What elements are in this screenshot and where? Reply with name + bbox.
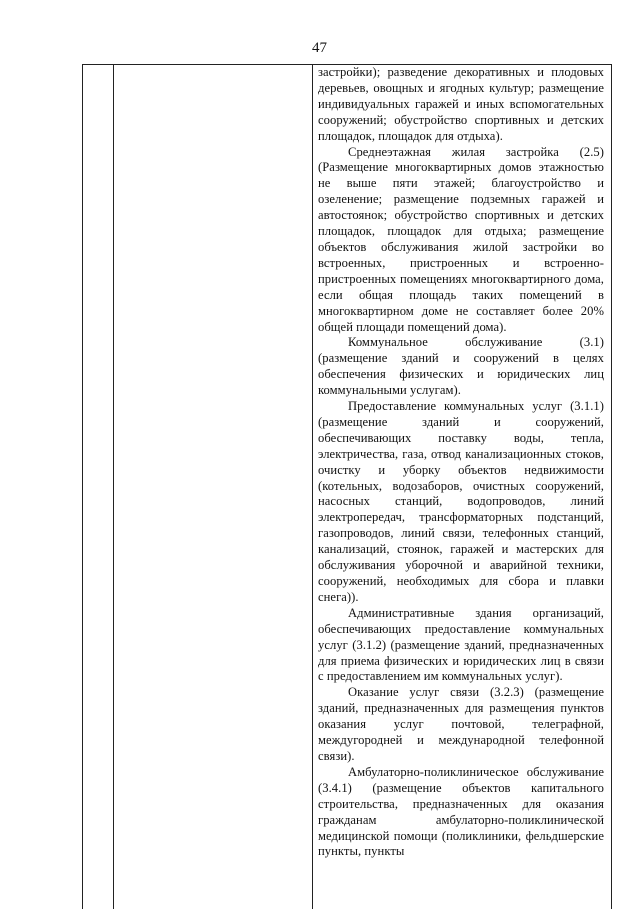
page-number: 47 xyxy=(312,40,327,56)
paragraph-communication-services: Оказание услуг связи (3.2.3) (размещение зданий, предназначенных для размещения пунктов оказания услуг почтовой, телеграфной, междугородней и международной телефонной связи). xyxy=(318,685,604,763)
table-column-divider-1 xyxy=(113,65,114,909)
table-cell-content xyxy=(318,65,604,860)
table-column-divider-2 xyxy=(312,65,313,909)
paragraph-continuation: застройки); разведение декоративных и плодовых деревьев, овощных и ягодных культур; размещение индивидуальных гаражей и иных вспомогательных сооружений; обустройство спортивных и детских площадок, площадок для отдыха). xyxy=(318,65,604,143)
paragraph-administrative-buildings: Административные здания организаций, обеспечивающих предоставление коммунальных услуг (3.1.2) (размещение зданий, предназначенных для приема физических и юридических лиц в связи с предоставлением им коммунальных услуг). xyxy=(318,605,604,684)
paragraph-medium-rise-housing: Среднеэтажная жилая застройка (2.5) (Размещение многоквартирных домов этажностью не выше пяти этажей; благоустройство и озеленение; размещение подземных гаражей и автостоянок; обустройство спортивных и детских площадок, площадок для отдыха; размещение объектов обслуживания жилой застройки во встроенных, пристроенных и встроенно-пристроенных помещениях многоквартирного дома, если общая площадь таких помещений в многоквартирном доме не составляет более 20% общей площади помещений дома). xyxy=(318,144,604,334)
paragraph-communal-services: Коммунальное обслуживание (3.1) (размещение зданий и сооружений в целях обеспечения физических и юридических лиц коммунальными услугам). xyxy=(318,335,604,398)
paragraph-utility-services: Предоставление коммунальных услуг (3.1.1) (размещение зданий и сооружений, обеспечивающих поставку воды, тепла, электричества, газа, отвод канализационных стоков, очистку и уборку объектов недвижимости (котельных, водозаборов, очистных сооружений, насосных станций, водопроводов, линий электропередач, трансформаторных подстанций, газопроводов, линий связи, телефонных станций, канализаций, стоянок, гаражей и мастерских для обслуживания уборочной и аварийной техники, сооружений, необходимых для сбора и плавки снега)). xyxy=(318,399,604,604)
paragraph-outpatient-services: Амбулаторно-поликлиническое обслуживание (3.4.1) (размещение объектов капитального строительства, предназначенных для оказания гражданам амбулаторно-поликлинической медицинской помощи (поликлиники, фельдшерские пункты, пункты xyxy=(318,764,604,859)
